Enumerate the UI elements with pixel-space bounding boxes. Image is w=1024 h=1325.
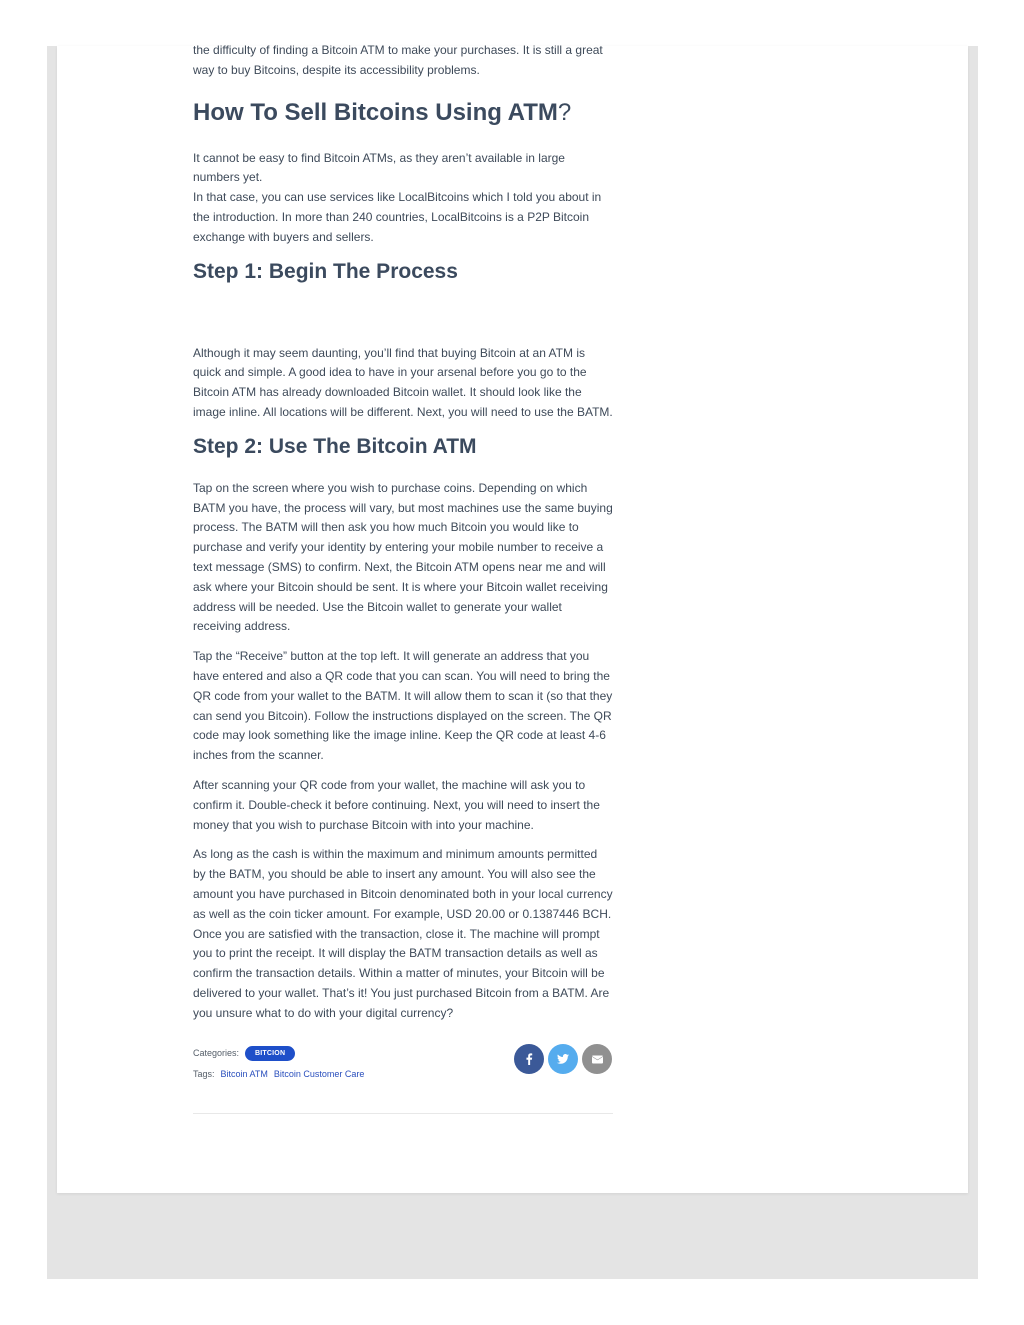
section-heading-suffix: ? bbox=[557, 98, 572, 126]
email-icon bbox=[592, 1055, 603, 1064]
tag-link-bitcoin-customer-care[interactable]: Bitcoin Customer Care bbox=[273, 1069, 365, 1080]
section-heading-text: How To Sell Bitcoins Using ATM bbox=[193, 98, 558, 126]
step1-paragraph: Although it may seem daunting, you’ll find that buying Bitcoin at an ATM is quick and simple. A good idea to have in your arsenal before you go to the Bitcoin ATM has already downloaded Bitcoin wallet. It should look like the image inline. All locations will be different. Next, you will need to use the BATM. bbox=[193, 345, 613, 419]
step2-paragraph-1: Tap on the screen where you wish to purchase coins. Depending on which BATM you have, the process will vary, but most machines use the same buying process. The BATM will then ask you how much Bitcoin you would like to purchase and verify your identity by entering your mobile number to receive a text message (SMS) to confirm. Next, the Bitcoin ATM opens near me and will ask where your Bitcoin should be sent. It is where your Bitcoin wallet receiving address will be needed. Use the Bitcoin wallet to generate your wallet receiving address. bbox=[193, 480, 613, 634]
section-heading-sell bbox=[193, 97, 613, 129]
step2-paragraph-4: As long as the cash is within the maximum and minimum amounts permitted by the BATM, you should be able to insert any amount. You will also see the amount you have purchased in Bitcoin denominated both in your local currency as well as the coin ticker amount. For example, USD 20.00 or 0.1387446 BCH. Once you are satisfied with the transaction, close it. The machine will prompt you to print the receipt. It will display the BATM transaction details as well as confirm the transaction details. Within a matter of minutes, your Bitcoin will be delivered to your wallet. That’s it! You just purchased Bitcoin from a BATM. Are you unsure what to do with your digital currency? bbox=[193, 847, 613, 1020]
step2-paragraph-3: After scanning your QR code from your wallet, the machine will ask you to confirm it. Double-check it before continuing. Next, you will need to insert the money that you wish to purchase Bitcoin with into your machine. bbox=[193, 777, 600, 832]
step1-heading: Step 1: Begin The Process bbox=[193, 259, 458, 283]
facebook-share-button[interactable] bbox=[514, 1044, 544, 1074]
category-badge[interactable]: BITCION bbox=[245, 1046, 295, 1061]
tags-label: Tags: bbox=[193, 1069, 215, 1080]
share-buttons bbox=[514, 1044, 612, 1074]
twitter-icon bbox=[557, 1054, 569, 1064]
email-share-button[interactable] bbox=[582, 1044, 612, 1074]
step2-paragraph-2: Tap the “Receive” button at the top left. It will generate an address that you have entered and also a QR code that you can scan. You will need to bring the QR code from your wallet to the BATM. It will allow them to scan it (so that they can send you Bitcoin). Follow the instructions displayed on the screen. The QR code may look something like the image inline. Keep the QR code at least 4-6 inches from the scanner. bbox=[193, 649, 613, 763]
intro-paragraph: the difficulty of finding a Bitcoin ATM to make your purchases. It is still a great way to buy Bitcoins, despite its accessibility problems. bbox=[193, 43, 603, 77]
step1-spacer bbox=[193, 304, 613, 344]
categories-label: Categories: bbox=[193, 1048, 240, 1059]
paragraph-atm-availability: It cannot be easy to find Bitcoin ATMs, as they aren’t available in large numbers yet. bbox=[193, 150, 565, 185]
article-content bbox=[193, 41, 613, 1114]
paragraph-localbitcoins: In that case, you can use services like LocalBitcoins which I told you about in the introduction. In more than 240 countries, LocalBitcoins is a P2P Bitcoin exchange with buyers and sellers. bbox=[193, 190, 602, 244]
tag-link-bitcoin-atm[interactable]: Bitcoin ATM bbox=[220, 1069, 268, 1080]
post-meta bbox=[193, 1043, 613, 1095]
step2-heading: Step 2: Use The Bitcoin ATM bbox=[193, 434, 477, 458]
twitter-share-button[interactable] bbox=[548, 1044, 578, 1074]
facebook-icon bbox=[524, 1053, 534, 1065]
footer-divider bbox=[193, 1113, 613, 1114]
